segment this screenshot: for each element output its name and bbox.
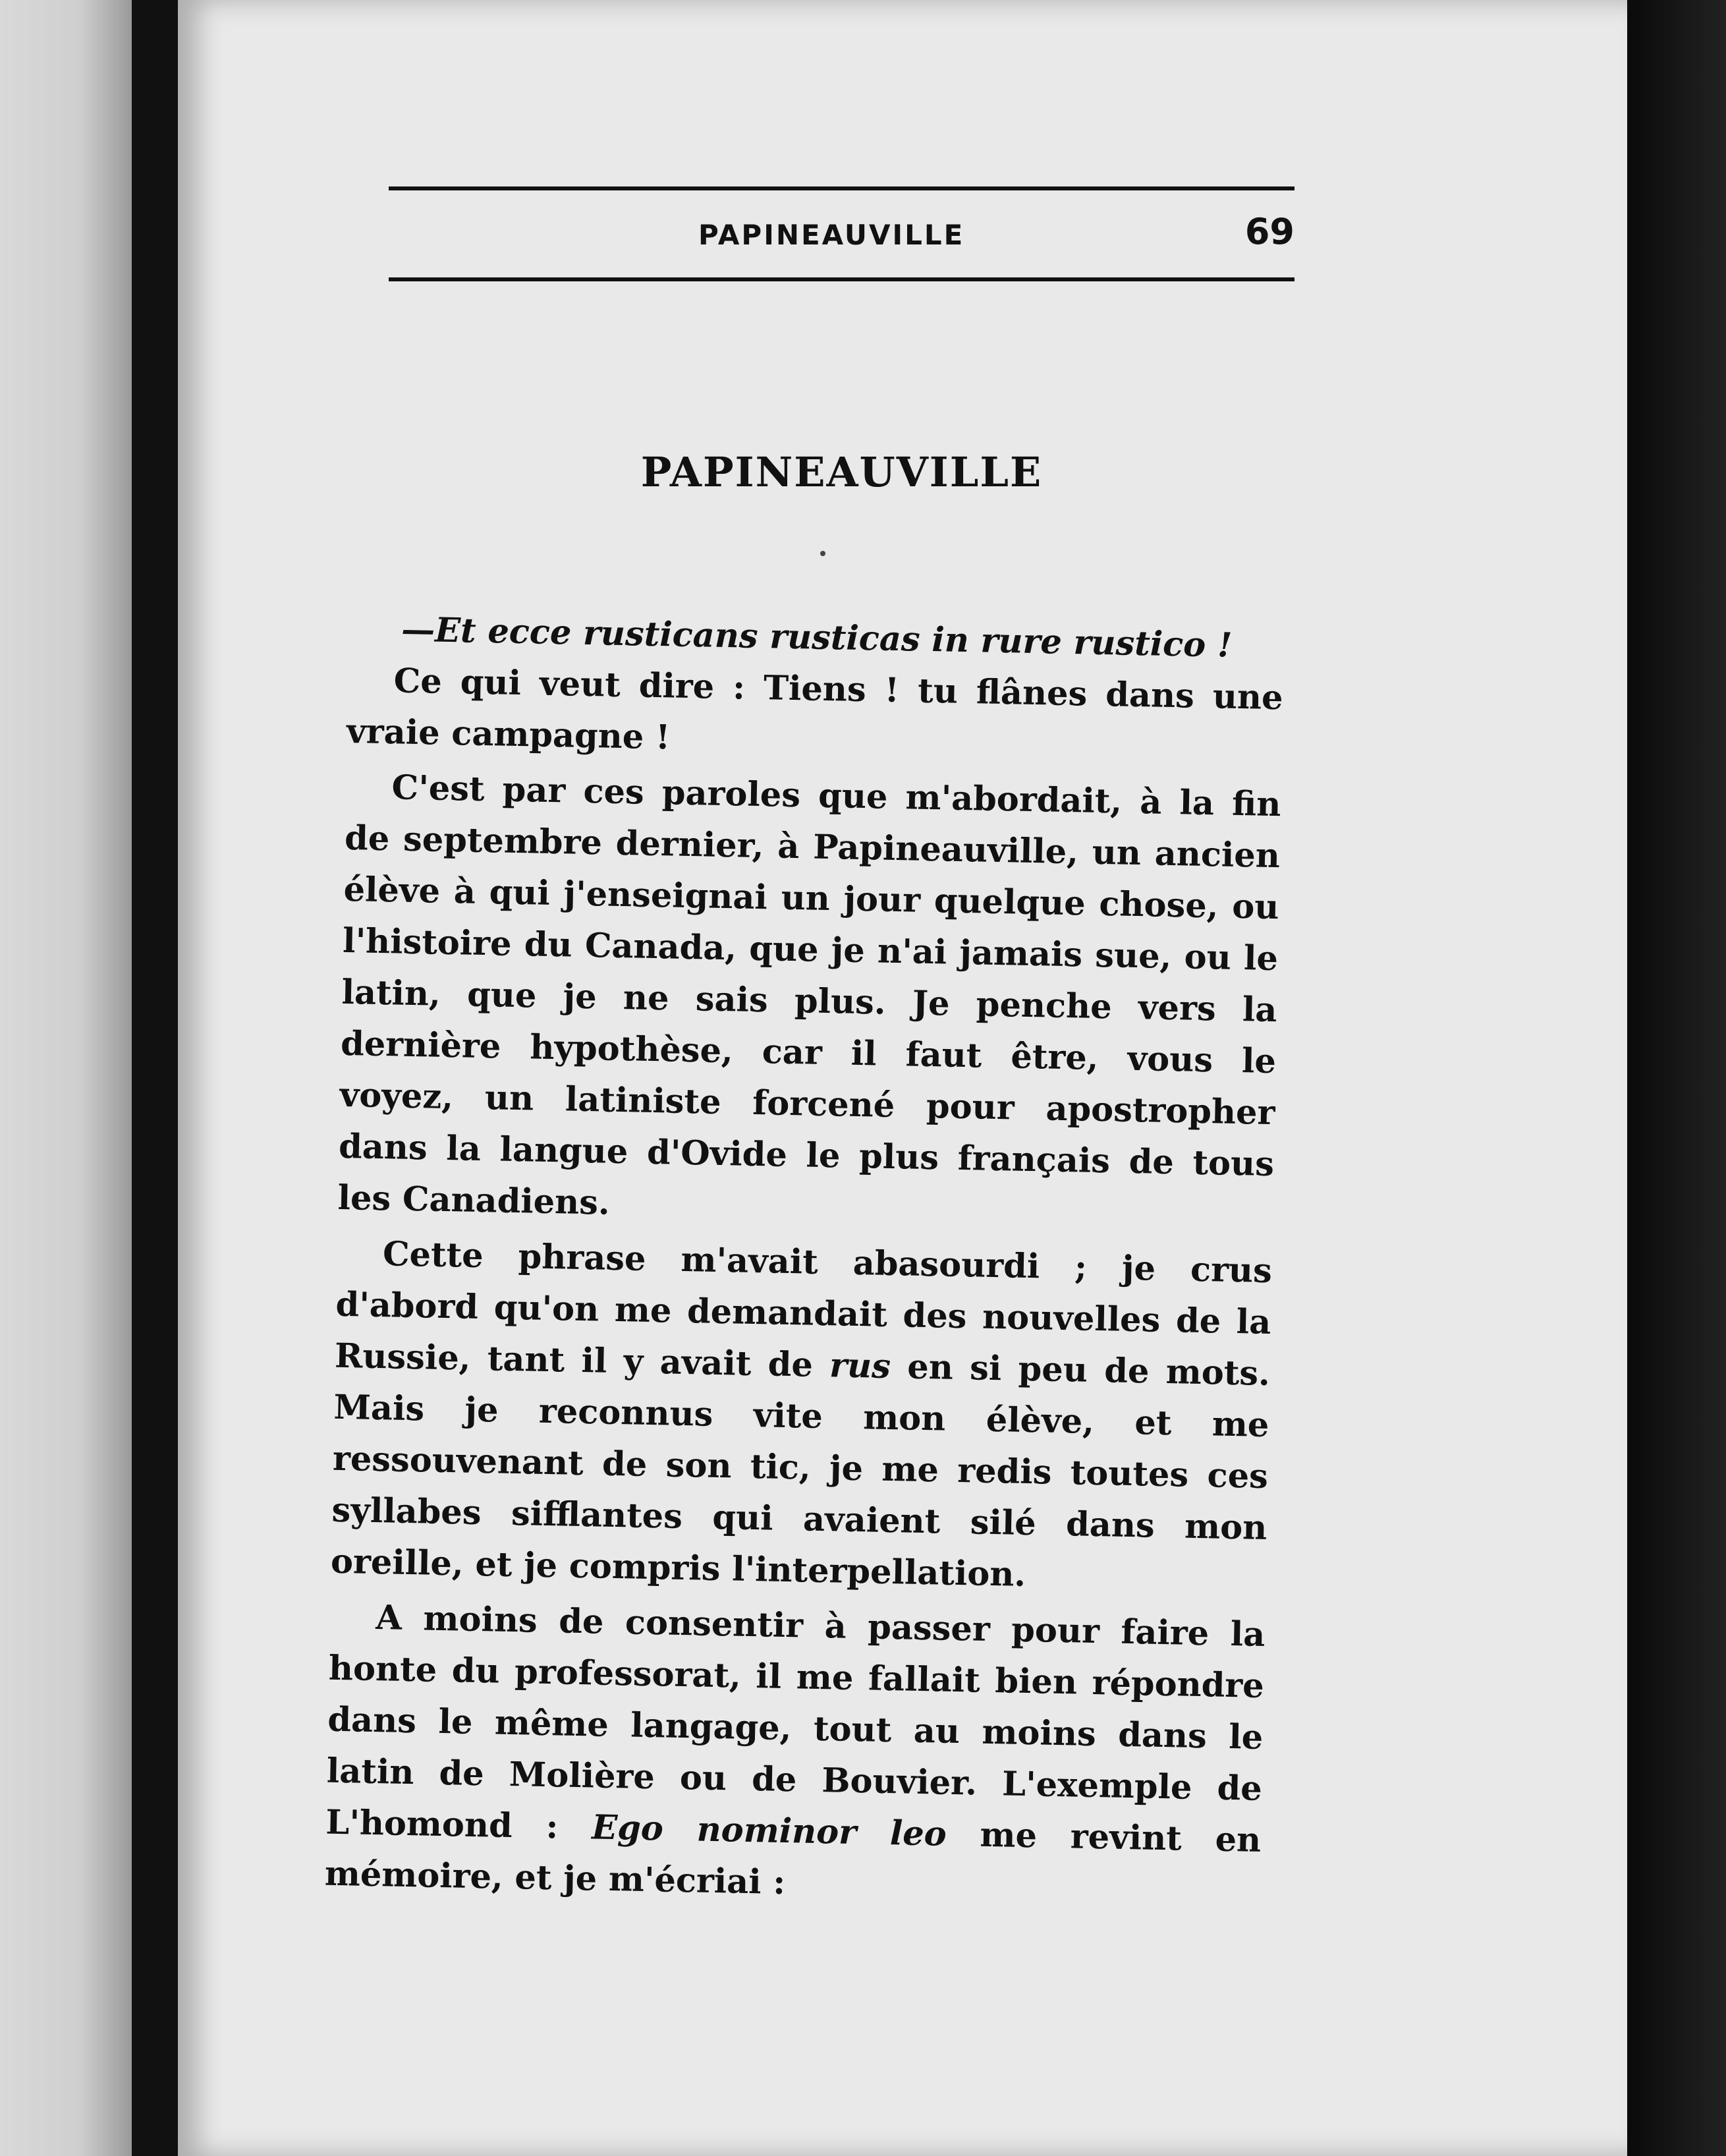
facing-page-edge [0, 0, 132, 2156]
paragraph-3-italic: rus [829, 1346, 891, 1386]
running-head [389, 211, 1294, 270]
paragraph-4-italic: Ego nominor leo [591, 1807, 947, 1854]
header-rule-bottom [389, 277, 1294, 281]
epigraph: —Et ecce rusticans rusticas in rure rustico ! [401, 610, 1233, 666]
paragraph-3-text-b: en si peu de mots. Mais je reconnus vite mon élève, et me ressouvenant de son tic, je me redis toutes ces syllabes sifflantes qui avaient silé dans mon oreille, et je compris l'interpellation. [330, 1346, 1271, 1595]
paragraph-3-text-a: Cette phrase m'avait abasourdi ; je crus d'abord qu'on me demandait des nouvelles de la Russie, tant il y avait de [334, 1234, 1273, 1386]
paragraph-4-text-b: me revint en mémoire, et je m'écriai : [324, 1814, 1262, 1903]
right-background-edge [1627, 0, 1726, 2156]
paragraph-1: Ce qui veut dire : Tiens ! tu flânes dans une vraie campagne ! [346, 661, 1284, 758]
gutter-shadow [132, 0, 184, 2156]
ornament-dot [820, 551, 825, 556]
chapter-title: PAPINEAUVILLE [640, 448, 1043, 496]
body-text [324, 603, 1285, 1921]
paragraph-4 [324, 1591, 1266, 1917]
paragraph-3 [330, 1228, 1272, 1605]
header-rule-top [389, 186, 1294, 190]
paragraph-4-text-a: A moins de consentir à passer pour faire la honte du professorat, il me fallait bien répondre dans le même langage, tout au moins dans le latin de Molière ou de Bouvier. L'exemple de L'homond : [325, 1598, 1266, 1848]
running-head-title: PAPINEAUVILLE [698, 219, 965, 251]
page-number: 69 [1244, 211, 1294, 252]
paragraph-2: C'est par ces paroles que m'abordait, à la fin de septembre dernier, à Papineauville, un ancien élève à qui j'enseignai un jour quelque chose, ou l'histoire du Canada, que je n'ai jamais sue, ou le latin, que je ne sais plus. Je penche vers la dernière hypothèse, car il faut être, vous le voyez, un latiniste forcené pour apostropher dans la langue d'Ovide le plus français de tous les Canadiens. [337, 768, 1281, 1223]
